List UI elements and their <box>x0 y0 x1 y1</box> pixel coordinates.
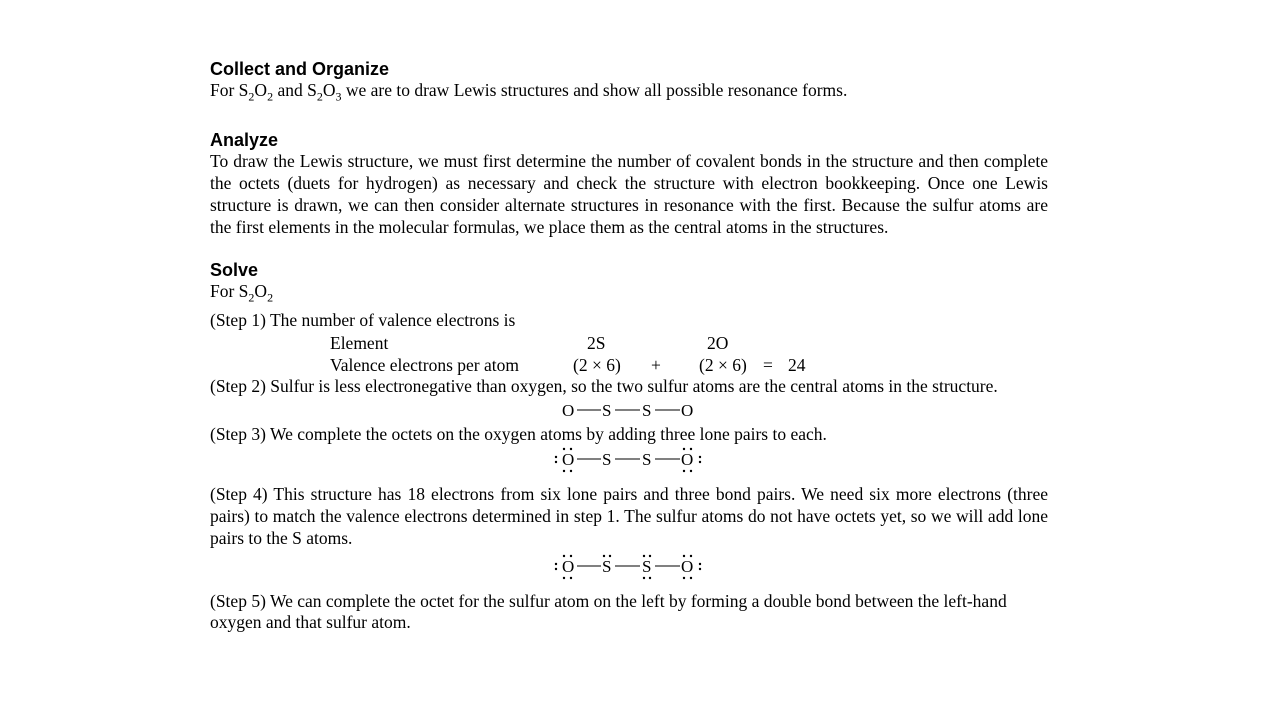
table-label-valence: Valence electrons per atom <box>330 354 520 375</box>
atom-s-right: S <box>642 401 652 421</box>
valence-table-row-electrons <box>210 354 1048 376</box>
lone-pair-dot <box>563 470 565 472</box>
document-page <box>210 58 1048 634</box>
lone-pair-dot <box>683 448 685 450</box>
atom-s-right: S <box>642 450 652 470</box>
atom-o-right: O <box>681 401 694 421</box>
lone-pair-dot <box>699 461 701 463</box>
table-equals-sign: = <box>763 354 773 375</box>
lone-pair-dot <box>563 576 565 578</box>
atom-s-left: S <box>602 556 612 576</box>
lone-pair-dot <box>570 470 572 472</box>
table-valence-oxygen: (2 × 6) <box>699 354 747 375</box>
collect-paragraph: For $S_2O_2$ and $S_2O_3$ we are to draw Lewis structures and show all possible resonance forms. <box>210 80 848 104</box>
lone-pair-dot <box>699 562 701 564</box>
lone-pair-dot <box>699 456 701 458</box>
atom-s-right: S <box>642 556 652 576</box>
analyze-paragraph: To draw the Lewis structure, we must first determine the number of covalent bonds in the structure and then complete the octets (duets for hydrogen) as necessary and check the structure with electron bookkeeping. Once one Lewis structure is drawn, we can then consider alternate structures in resonance with the first. Because the sulfur atoms are the first elements in the molecular formulas, we place them as the central atoms in the structures. <box>210 151 1048 237</box>
lone-pair-dot <box>683 554 685 556</box>
table-valence-sulfur: (2 × 6) <box>573 354 621 375</box>
table-element-oxygen: 2O <box>707 332 729 353</box>
heading-collect-organize: Collect and Organize <box>210 59 390 79</box>
heading-analyze: Analyze <box>210 130 279 151</box>
lone-pair-dot <box>555 562 557 564</box>
lone-pair-dot <box>683 576 685 578</box>
atom-o-left: O <box>562 450 575 470</box>
step-5-text: (Step 5) We can complete the octet for the sulfur atom on the left by forming a double bond between the left-hand oxygen and that sulfur atom. <box>210 590 1007 633</box>
step-4-text: (Step 4) This structure has 18 electrons from six lone pairs and three bond pairs. We need six more electrons (three pairs) to match the valence electrons determined in step 1. The sulfur atoms do not have octets yet, so we will add lone pairs to the S atoms. <box>210 484 1048 548</box>
lone-pair-dot <box>683 470 685 472</box>
atom-o-right: O <box>681 450 694 470</box>
lone-pair-dot <box>690 576 692 578</box>
table-total: 24 <box>788 354 806 375</box>
lone-pair-dot <box>690 554 692 556</box>
lewis-structure-oxygen-lone-pairs <box>210 446 1048 473</box>
lone-pair-dot <box>643 576 645 578</box>
lewis-structure-skeleton <box>210 397 1048 424</box>
table-plus-sign: + <box>651 354 661 375</box>
step-3-text: (Step 3) We complete the octets on the oxygen atoms by adding three lone pairs to each. <box>210 424 827 445</box>
atom-s-left: S <box>602 450 612 470</box>
lone-pair-dot <box>555 456 557 458</box>
solve-for-line: For $S_2O_2$ <box>210 281 274 305</box>
step-1-text: (Step 1) The number of valence electrons is <box>210 309 516 330</box>
atom-s-left: S <box>602 401 612 421</box>
lone-pair-dot <box>690 470 692 472</box>
lone-pair-dot <box>699 567 701 569</box>
step-2-text: (Step 2) Sulfur is less electronegative than oxygen, so the two sulfur atoms are the central atoms in the structure. <box>210 375 998 396</box>
lone-pair-dot <box>555 567 557 569</box>
lone-pair-dot <box>649 576 651 578</box>
heading-solve: Solve <box>210 260 259 281</box>
atom-o-right: O <box>681 556 694 576</box>
lone-pair-dot <box>555 461 557 463</box>
lewis-structure-sulfur-lone-pairs <box>210 553 1048 580</box>
atom-o-left: O <box>562 556 575 576</box>
lone-pair-dot <box>690 448 692 450</box>
atom-o-left: O <box>562 401 575 421</box>
lone-pair-dot <box>570 576 572 578</box>
valence-table-row-element <box>210 332 1048 354</box>
table-label-element: Element <box>330 332 389 353</box>
table-element-sulfur: 2S <box>587 332 606 353</box>
